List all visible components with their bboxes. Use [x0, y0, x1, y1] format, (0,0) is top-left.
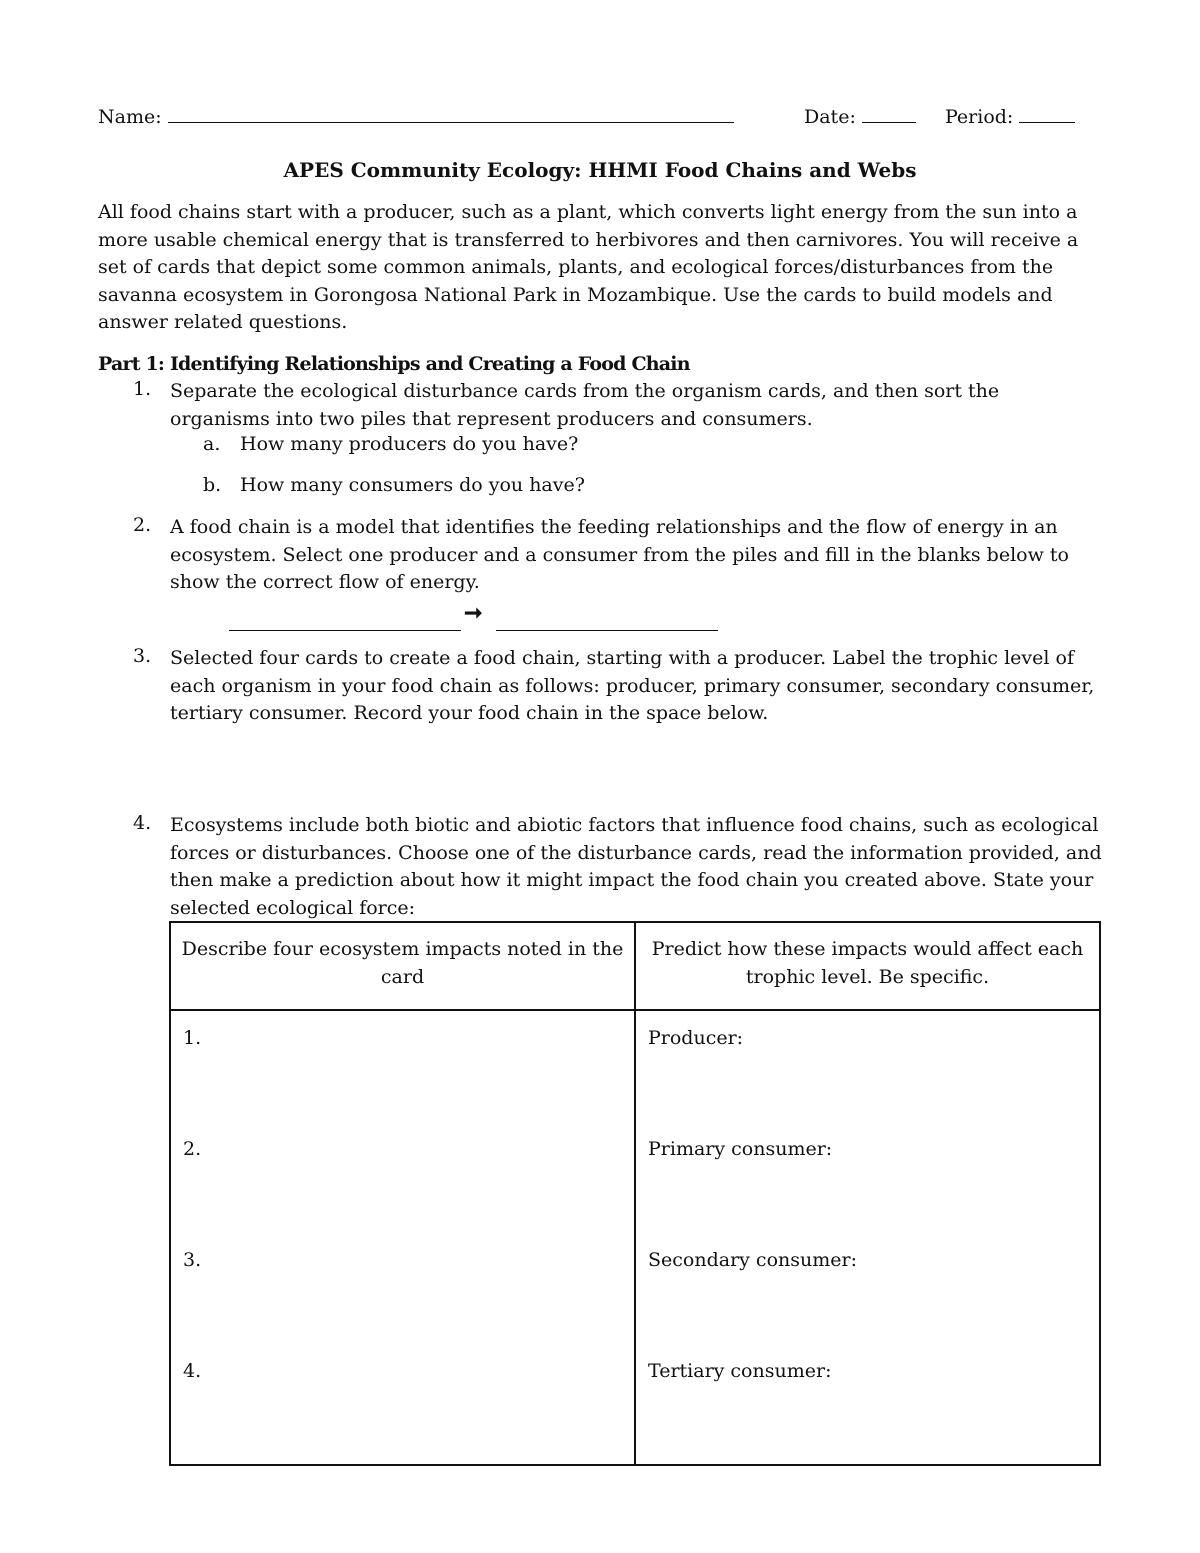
impact-2: 2.: [183, 1138, 202, 1160]
header-predictions: Predict how these impacts would affect each trophic level. Be specific.: [635, 922, 1100, 1010]
prediction-tertiary-consumer: Tertiary consumer:: [648, 1360, 832, 1382]
impact-1: 1.: [183, 1027, 202, 1049]
ecosystem-impact-table: [169, 921, 1101, 1466]
energy-arrow-icon: ➞: [464, 600, 483, 626]
page-title: APES Community Ecology: HHMI Food Chains and Webs: [283, 158, 917, 182]
prediction-primary-consumer: Primary consumer:: [648, 1138, 833, 1160]
table-body-row: [170, 1010, 1100, 1465]
q2-text: A food chain is a model that identifies the feeding relationships and the flow of energy in an ecosystem. Select one producer and a consumer from the piles and fill in the blanks below to show the correct flow of energy.: [170, 516, 1069, 593]
prediction-secondary-consumer: Secondary consumer:: [648, 1249, 857, 1271]
q1b-number: b.: [203, 474, 222, 496]
q1-number: 1.: [133, 378, 152, 400]
name-label: Name:: [98, 106, 162, 128]
prediction-producer: Producer:: [648, 1027, 744, 1049]
period-field[interactable]: [945, 102, 1075, 128]
name-field[interactable]: [98, 102, 734, 128]
q4-number: 4.: [133, 812, 152, 834]
q1b-text: How many consumers do you have?: [240, 474, 585, 496]
period-label: Period:: [945, 106, 1014, 128]
date-blank[interactable]: [862, 102, 916, 123]
producer-blank[interactable]: [229, 604, 461, 631]
header-impacts: Describe four ecosystem impacts noted in the card: [170, 922, 635, 1010]
intro-paragraph: All food chains start with a producer, such as a plant, which converts light energy from the sun into a more usable chemical energy that is transferred to herbivores and then carnivores. You will receive a set of cards that depict some common animals, plants, and ecological forces/disturbances from the savanna ecosystem in Gorongosa National Park in Mozambique. Use the cards to build models and answer related questions.: [98, 201, 1079, 333]
q4-text: Ecosystems include both biotic and abiotic factors that influence food chains, such as ecological forces or disturbances. Choose one of the disturbance cards, read the information provided, and then make a prediction about how it might impact the food chain you created above. State your selected ecological force:: [170, 814, 1102, 919]
part1-heading: Part 1: Identifying Relationships and Creating a Food Chain: [98, 353, 690, 375]
period-blank[interactable]: [1019, 102, 1075, 123]
q2-number: 2.: [133, 514, 152, 536]
impact-4: 4.: [183, 1360, 202, 1382]
date-field[interactable]: [804, 102, 916, 128]
q1a-number: a.: [203, 433, 221, 455]
impact-3: 3.: [183, 1249, 202, 1271]
date-label: Date:: [804, 106, 856, 128]
impacts-cell[interactable]: [170, 1010, 635, 1465]
table-header-row: [170, 922, 1100, 1010]
q3-text: Selected four cards to create a food chain, starting with a producer. Label the trophic level of each organism in your food chain as follows: producer, primary consumer, secondary consumer, tertiary consumer. Record your food chain in the space below.: [170, 647, 1095, 724]
q1-text: Separate the ecological disturbance cards from the organism cards, and then sort the organisms into two piles that represent producers and consumers.: [170, 380, 1000, 430]
consumer-blank[interactable]: [496, 604, 718, 631]
name-blank[interactable]: [168, 102, 734, 123]
q1a-text: How many producers do you have?: [240, 433, 579, 455]
q3-number: 3.: [133, 645, 152, 667]
predictions-cell[interactable]: [635, 1010, 1100, 1465]
